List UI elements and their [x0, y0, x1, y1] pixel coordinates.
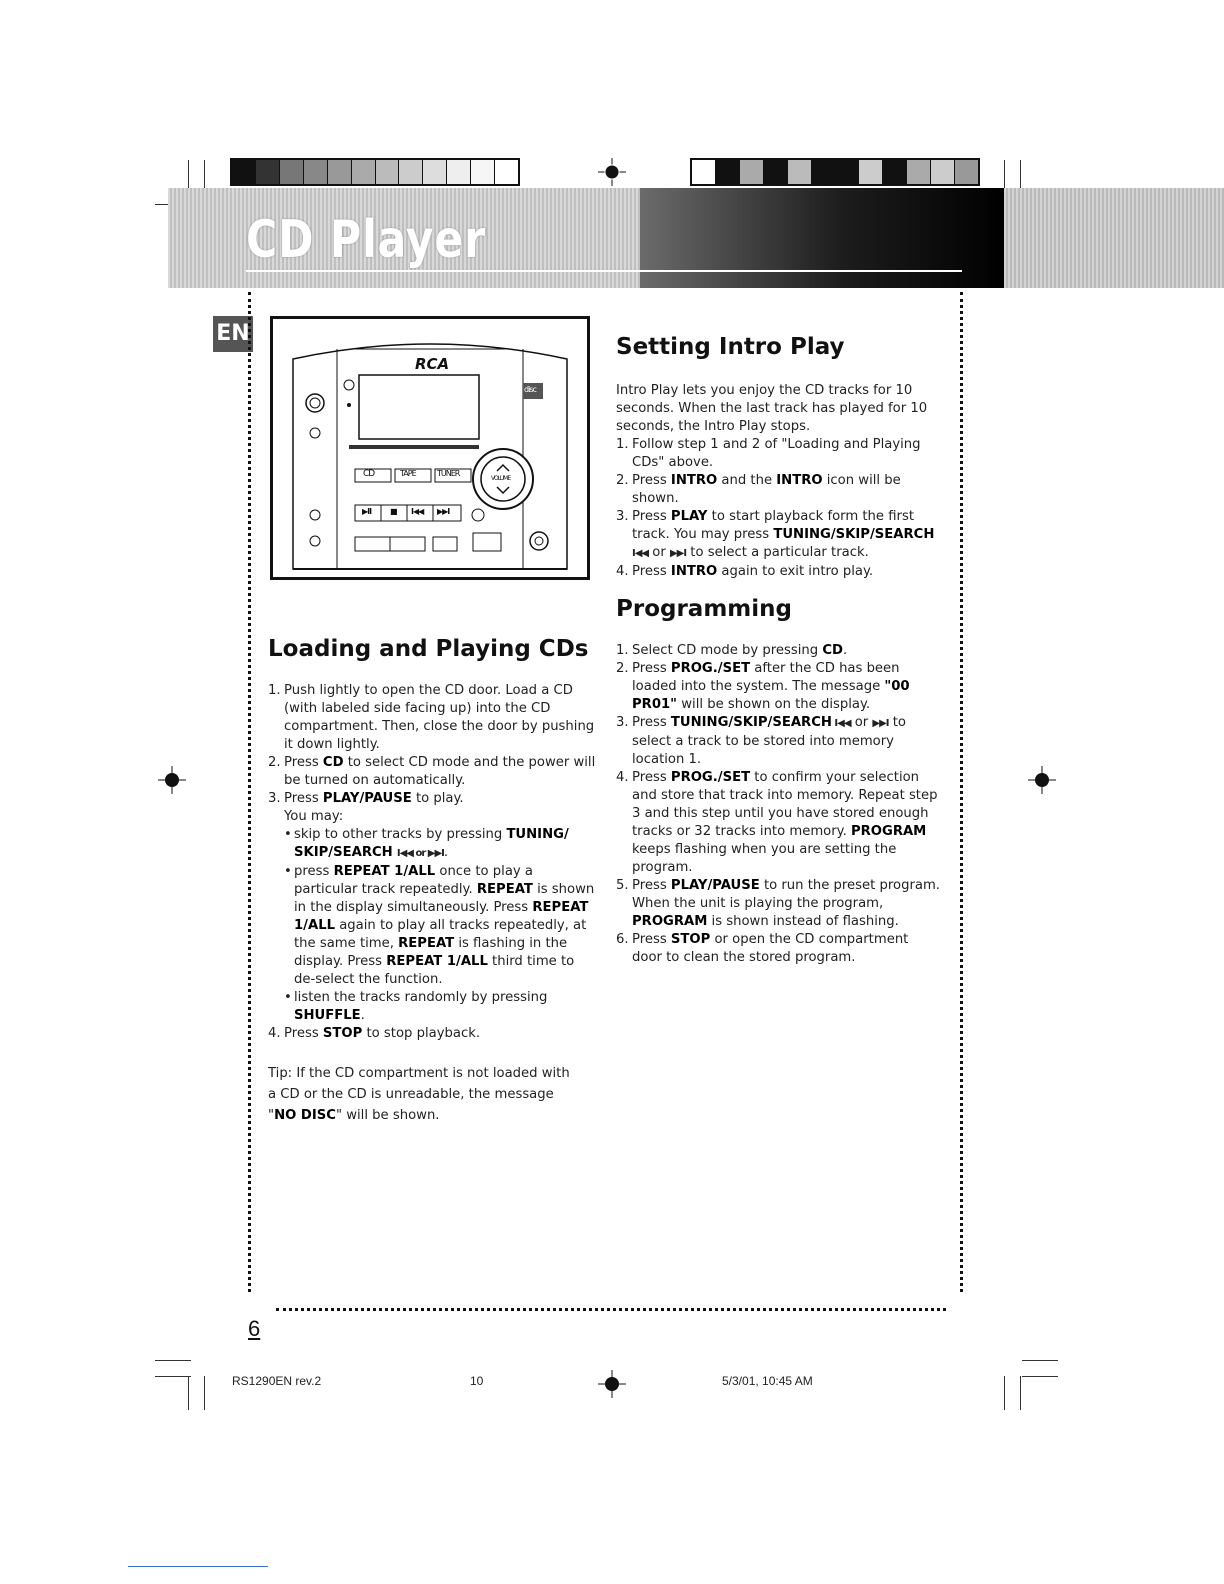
step-text: Press [632, 509, 671, 524]
footer-sheet-number: 10 [470, 1374, 484, 1388]
step-key: PROG./SET [670, 770, 751, 785]
cd-button-label: CD [363, 469, 375, 479]
step-text: or [648, 545, 670, 560]
step-key: CD [322, 755, 344, 770]
step-number: 2. [616, 473, 629, 488]
option-text: is shown in the display simultaneously. Press [294, 882, 595, 915]
step-text: to select CD mode and the power will be turned on automatically. [284, 755, 596, 788]
intro-section [616, 334, 942, 581]
option-text: skip to other tracks by pressing [294, 827, 507, 842]
option-text: . [360, 1008, 365, 1023]
step-key: INTRO [670, 564, 718, 579]
step-text: Press [632, 473, 671, 488]
prev-track-icon: I◀◀ [632, 548, 649, 559]
step-number: 1. [616, 437, 629, 452]
list-item [268, 1025, 598, 1043]
step-number: 1. [616, 643, 629, 658]
list-item [284, 826, 598, 863]
step-text: Press [632, 878, 671, 893]
header-band-right [1004, 188, 1224, 288]
crop-mark [1022, 1376, 1058, 1377]
tip-text: " will be shown. [335, 1108, 440, 1123]
step-text: after the CD has been loaded into the system. The message [632, 661, 900, 694]
step-number: 6. [616, 932, 629, 947]
option-text: listen the tracks randomly by pressing [294, 990, 548, 1005]
step-text: Follow step 1 and 2 of "Loading and Playing CDs" above. [632, 437, 921, 470]
step-key: PROGRAM [850, 824, 927, 839]
step-text: Press [632, 932, 671, 947]
intro-steps-list [616, 436, 942, 581]
step-text: is shown instead of flashing. [707, 914, 899, 929]
stop-button-label: ■ [390, 507, 397, 516]
option-text: . [443, 845, 449, 860]
page-title: CD Player [246, 210, 486, 270]
crop-mark [1020, 1376, 1021, 1410]
step-text: Press [632, 715, 671, 730]
registration-target-icon [598, 1370, 626, 1398]
color-calibration-bar-right [690, 158, 980, 186]
tip-note [268, 1063, 578, 1126]
device-illustration [270, 316, 590, 580]
step-text: or open the CD compartment door to clean the stored program. [632, 932, 909, 965]
section-heading-loading: Loading and Playing CDs [268, 636, 589, 662]
option-key: SHUFFLE [294, 1008, 361, 1023]
step-text: icon will be shown. [632, 473, 901, 506]
prev-track-icon: I◀◀ [831, 718, 851, 729]
step-text: to confirm your selection and store that track into memory. Repeat step 3 and this step until you have stored enough tracks or 32 tracks into memory. [632, 770, 938, 839]
list-item [616, 472, 942, 508]
step-text: to select a particular track. [686, 545, 869, 560]
crop-mark [155, 1376, 191, 1377]
list-item [284, 989, 598, 1025]
step-text: Select CD mode by pressing [632, 643, 823, 658]
section-heading-programming: Programming [616, 596, 792, 622]
step-text: Press [284, 755, 323, 770]
step-key: PLAY [670, 509, 708, 524]
list-item [616, 642, 942, 660]
option-text: once to play a particular track repeatedly. [294, 864, 533, 897]
list-item [616, 769, 942, 877]
step-key: PLAY/PAUSE [322, 791, 412, 806]
dotted-frame-bottom [276, 1308, 946, 1311]
step-text: keeps flashing when you are setting the program. [632, 842, 897, 875]
tape-button-label: TAPE [400, 469, 416, 478]
step-number: 2. [616, 661, 629, 676]
footer-timestamp: 5/3/01, 10:45 AM [722, 1374, 813, 1388]
footer-doc-id: RS1290EN rev.2 [232, 1374, 322, 1388]
step-text: again to exit intro play. [717, 564, 874, 579]
step-number: 1. [268, 683, 281, 698]
option-key: REPEAT 1/ALL [333, 864, 436, 879]
tuner-button-label: TUNER [437, 469, 460, 478]
dotted-frame-left [248, 292, 251, 1292]
next-button-label: ▶▶I [437, 507, 450, 516]
option-text: again to play all tracks repeatedly, at the same time, [294, 918, 587, 951]
step-number: 3. [616, 715, 629, 730]
list-item [268, 790, 598, 1025]
option-text: press [294, 864, 334, 879]
crop-mark [204, 1376, 205, 1410]
color-calibration-bar-left [230, 158, 520, 186]
play-pause-button-label: ▶II [362, 507, 372, 516]
step-text: to stop playback. [362, 1026, 481, 1041]
step-number: 4. [616, 770, 629, 785]
loading-steps-list [268, 682, 598, 1043]
step-text: to start playback form the first track. You may press [632, 509, 914, 542]
step-number: 4. [268, 1026, 281, 1041]
step-text: Press [632, 770, 671, 785]
option-key: REPEAT [476, 882, 533, 897]
registration-target-icon [158, 766, 186, 794]
list-item [616, 563, 942, 581]
step-text: You may: [284, 809, 344, 824]
loading-section [268, 636, 598, 1126]
step-text: Push lightly to open the CD door. Load a CD (with labeled side facing up) into the CD compartment. Then, close the door by pushing it down lightly. [284, 683, 595, 752]
skip-icons: I◀◀ or ▶▶I [396, 848, 444, 859]
step-text: Press [284, 791, 323, 806]
playback-options-list [284, 826, 598, 1025]
step-key: TUNING/SKIP/SEARCH [670, 715, 832, 730]
step-text: and the [717, 473, 777, 488]
step-key: PROG./SET [670, 661, 751, 676]
list-item [616, 877, 942, 931]
step-text: to run the preset program. When the unit is playing the program, [632, 878, 940, 911]
disc-logo-badge: disc [524, 385, 536, 394]
step-number: 4. [616, 564, 629, 579]
tip-key: NO DISC [274, 1108, 336, 1123]
step-text: Press [632, 564, 671, 579]
section-heading-intro: Setting Intro Play [616, 334, 845, 360]
step-key: STOP [670, 932, 711, 947]
step-key: TUNING/SKIP/SEARCH [773, 527, 935, 542]
list-item [616, 436, 942, 472]
step-key: PLAY/PAUSE [670, 878, 760, 893]
next-track-icon: ▶▶I [872, 718, 889, 729]
step-text: to play. [411, 791, 464, 806]
list-item [268, 682, 598, 754]
step-number: 3. [268, 791, 281, 806]
option-key: REPEAT 1/ALL [294, 900, 589, 933]
programming-section [616, 596, 942, 967]
crop-mark [155, 1360, 191, 1361]
step-key: "00 PR01" [632, 679, 910, 712]
option-key: REPEAT 1/ALL [386, 954, 488, 969]
next-track-icon: ▶▶I [669, 548, 687, 559]
list-item [616, 714, 942, 769]
list-item [284, 863, 598, 989]
option-text: is flashing in the display. Press [294, 936, 568, 969]
step-key: STOP [322, 1026, 363, 1041]
option-key: TUNING/ SKIP/SEARCH [294, 827, 569, 860]
prev-button-label: I◀◀ [411, 507, 424, 516]
bottom-rule [128, 1566, 268, 1567]
registration-target-icon [598, 158, 626, 186]
crop-mark [1022, 1360, 1058, 1361]
step-number: 5. [616, 878, 629, 893]
step-number: 2. [268, 755, 281, 770]
option-key: REPEAT [398, 936, 455, 951]
crop-mark [1004, 1376, 1005, 1410]
step-text: or [850, 715, 873, 730]
list-item [616, 660, 942, 714]
step-text: Press [284, 1026, 323, 1041]
volume-knob-label: VOLUME [491, 475, 511, 482]
tip-text: Tip: If the CD compartment is not loaded with a CD or the CD is unreadable, the message " [268, 1066, 570, 1123]
title-rule [246, 270, 962, 272]
step-key: PROGRAM [632, 914, 708, 929]
brand-logo: RCA [415, 355, 450, 373]
option-text: third time to de-select the function. [294, 954, 575, 987]
header-band-dark [640, 188, 1004, 288]
registration-target-icon [1028, 766, 1056, 794]
step-text: to select a track to be stored into memory location 1. [632, 715, 906, 767]
dotted-frame-right [960, 292, 963, 1292]
language-tab: EN [213, 316, 253, 352]
step-text: Press [632, 661, 671, 676]
programming-steps-list [616, 642, 942, 967]
step-key: CD [822, 643, 843, 658]
step-number: 3. [616, 509, 629, 524]
list-item [268, 754, 598, 790]
page-number: 6 [248, 1316, 261, 1341]
crop-mark [188, 1376, 189, 1410]
list-item [616, 508, 942, 563]
step-key: INTRO [776, 473, 823, 488]
list-item [616, 931, 942, 967]
step-text: will be shown on the display. [677, 697, 871, 712]
intro-paragraph: Intro Play lets you enjoy the CD tracks for 10 seconds. When the last track has played for 10 seconds, the Intro Play stops. [616, 383, 928, 434]
step-text: . [842, 643, 848, 658]
step-key: INTRO [670, 473, 718, 488]
